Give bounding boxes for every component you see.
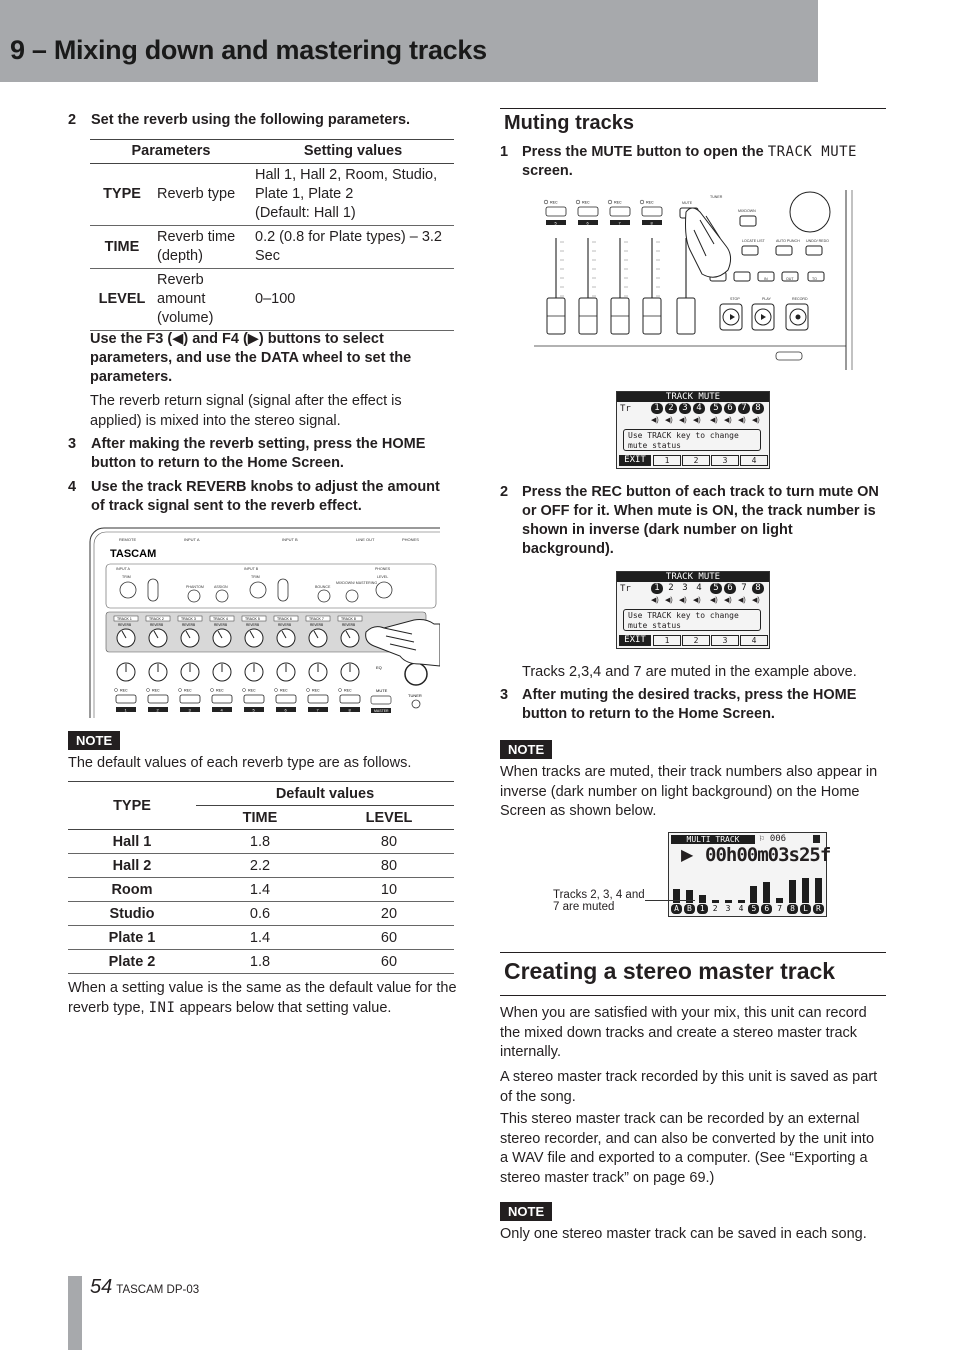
rec-button[interactable] (340, 695, 360, 703)
muting-tracks-heading: Muting tracks (504, 112, 635, 134)
out-label: OUT (786, 277, 794, 281)
rec-label: REC (216, 688, 224, 693)
track-number: 4 (220, 707, 223, 713)
reverb-label: REVERB (214, 623, 228, 627)
level-cell: 20 (324, 902, 454, 926)
rec-led (640, 200, 644, 204)
lcd-page-tab: 3 (711, 455, 739, 466)
muted-example-text: Tracks 2,3,4 and 7 are muted in the example above. (522, 664, 857, 680)
level-bar (802, 878, 809, 903)
lcd-page-tab: 3 (711, 635, 739, 646)
stereo-para-1: When you are satisfied with your mix, this unit can record the mixed down tracks and create a stereo master track internally. (500, 1005, 867, 1060)
lcd-title: TRACK MUTE (617, 392, 769, 402)
stop-label: STOP (730, 297, 740, 301)
rec-button[interactable] (148, 695, 168, 703)
rec-button[interactable] (308, 695, 328, 703)
home-song (759, 834, 786, 844)
rec-button[interactable] (244, 695, 264, 703)
rec-led (115, 689, 118, 692)
product-name: TASCAM DP-03 (116, 1284, 200, 1296)
step-3 (68, 435, 458, 475)
step-number: 2 (500, 484, 509, 500)
lcd-track-number: 6 (724, 583, 736, 594)
track-number: 2 (156, 707, 159, 713)
home-track-number: 8 (787, 904, 798, 914)
param-key: TIME (90, 226, 154, 269)
table-row (90, 226, 454, 269)
lcd-page-tab: 1 (653, 635, 681, 646)
caption-leader-line (645, 900, 695, 901)
lcd-track-number: 5 (710, 583, 722, 594)
rec-led (243, 689, 246, 692)
speaker-icon: ◀) (651, 597, 659, 604)
col-header-level: LEVEL (365, 809, 413, 826)
lcd-page-tab: 4 (740, 635, 768, 646)
footer (90, 1276, 199, 1299)
param-name: Reverb type (154, 164, 252, 226)
lcd-track-number: 3 (679, 403, 691, 414)
lcd-page-tab: 4 (740, 455, 768, 466)
track-label: TRACK 4 (213, 617, 228, 621)
param-name: Reverb time (depth) (154, 226, 252, 269)
speaker-icon: ◀) (738, 597, 746, 604)
rec-label: REC (582, 200, 590, 205)
time-cell: 1.8 (196, 830, 324, 854)
punch-label: AUTO PUNCH (776, 239, 800, 243)
table-header: Parameters (90, 140, 252, 164)
speaker-icon: ◀) (752, 597, 760, 604)
table-header: Setting values (252, 140, 454, 164)
time-cell: 0.6 (196, 902, 324, 926)
home-track-number: 7 (777, 904, 783, 913)
ini-note-text: When a setting value is the same as the default value for the reverb type, (68, 980, 457, 1016)
level-bar (750, 886, 757, 903)
rec-led (576, 200, 580, 204)
track-number: 7 (618, 220, 621, 226)
panel-label: TRIM (251, 575, 260, 579)
track-pan-knobs (117, 663, 359, 681)
mute-step-2 (500, 483, 886, 561)
mute-label: MUTE (376, 688, 388, 693)
ini-code: INI (148, 999, 176, 1016)
speaker-icon: ◀) (679, 597, 687, 604)
page-number: 54 (90, 1276, 113, 1298)
panel-label: PHANTOM (186, 585, 204, 589)
type-cell: Hall 2 (68, 854, 196, 878)
rec-button[interactable] (578, 207, 598, 216)
section-rule (500, 995, 886, 996)
param-value: 0.2 (0.8 for Plate types) – 3.2 Sec (252, 226, 454, 269)
speaker-icon: ◀) (738, 417, 746, 424)
track-label: TRACK 8 (341, 617, 356, 621)
rec-buttons (115, 689, 361, 713)
speaker-icon: ◀) (651, 417, 659, 424)
level-bar (712, 900, 719, 903)
rec-led (179, 689, 182, 692)
lcd-tr-label: Tr (620, 584, 631, 594)
master-label: MASTER (374, 709, 389, 713)
track-number: 5 (554, 220, 557, 226)
home-track-number: 6 (761, 904, 772, 914)
level-cell: 10 (324, 878, 454, 902)
table-row (90, 269, 454, 331)
table-row (68, 950, 454, 974)
track-number: 6 (586, 220, 589, 226)
note-text: When tracks are muted, their track numbers also appear in inverse (dark number on light background) on the Home Screen as shown below. (500, 764, 878, 819)
panel-label: LEVEL (377, 575, 389, 579)
track-label: TRACK 2 (149, 617, 164, 621)
level-bar (776, 898, 783, 903)
track-number: 6 (284, 707, 287, 713)
table-row (90, 164, 454, 226)
reverb-defaults-table (68, 781, 454, 974)
home-track-number: R (813, 904, 824, 914)
tuner-label: TUNER (408, 693, 422, 698)
home-screen-lcd (668, 832, 831, 917)
col-header-type: TYPE (68, 782, 196, 830)
track-number: 5 (252, 707, 255, 713)
reverb-label: REVERB (118, 623, 132, 627)
song-icon: ⚐ (759, 834, 765, 844)
param-key: TYPE (90, 164, 154, 226)
type-cell: Room (68, 878, 196, 902)
param-key: LEVEL (90, 269, 154, 331)
step-text: After making the reverb setting, press the HOME button to return to the Home Screen. (91, 436, 426, 471)
section-rule (500, 108, 886, 109)
panel-label: INPUT B (282, 537, 298, 542)
lcd-track-number: 6 (724, 403, 736, 414)
track-number: 7 (316, 707, 319, 713)
panel-label: REMOTE (119, 537, 137, 542)
reverb-parameters-table (90, 139, 454, 331)
ini-note (68, 979, 458, 1018)
level-bar (763, 882, 770, 903)
level-bar (686, 890, 693, 903)
rec-label: REC (280, 688, 288, 693)
home-track-number: B (684, 904, 695, 914)
param-value: Hall 1, Hall 2, Room, Studio, Plate 1, Plate 2 (Default: Hall 1) (252, 164, 454, 226)
to-label: TO (812, 277, 817, 281)
reverb-label: REVERB (182, 623, 196, 627)
rec-led (211, 689, 214, 692)
speaker-icon: ◀) (693, 417, 701, 424)
mute-label: MUTE (682, 201, 693, 205)
rec-led (339, 689, 342, 692)
chapter-header (0, 0, 818, 82)
chapter-title: 9 – Mixing down and mastering tracks (10, 35, 487, 65)
type-cell: Plate 2 (68, 950, 196, 974)
level-bar (699, 895, 706, 903)
record-label: RECORD (792, 297, 808, 301)
hand-icon (366, 620, 440, 667)
step-number: 1 (500, 144, 509, 160)
panel-label: INPUT A (184, 537, 200, 542)
time-counter: 00h00m03s25f (705, 844, 831, 866)
panel-label: INPUT A (116, 567, 130, 571)
rec-led (275, 689, 278, 692)
card-icon (813, 835, 820, 843)
rec-label: REC (312, 688, 320, 693)
track-label: TRACK 3 (181, 617, 196, 621)
table-row (68, 830, 454, 854)
screen-code: TRACK MUTE (767, 144, 857, 160)
speaker-icon: ◀) (665, 597, 673, 604)
rec-button[interactable] (546, 207, 566, 216)
step-text: screen. (522, 163, 573, 179)
lcd-track-number: 8 (752, 403, 764, 414)
time-cell: 1.4 (196, 926, 324, 950)
home-caption: Tracks 2, 3, 4 and 7 are muted (553, 889, 645, 913)
speaker-icon: ◀) (724, 597, 732, 604)
rec-label: REC (184, 688, 192, 693)
lcd-track-number: 7 (738, 403, 750, 414)
play-icon: ▶ (681, 847, 694, 864)
lcd-track-number: 5 (710, 403, 722, 414)
play-label: PLAY (762, 297, 771, 301)
reverb-label: REVERB (278, 623, 292, 627)
home-track-number: 5 (748, 904, 759, 914)
section-rule (500, 952, 886, 953)
lcd-track-number: 8 (752, 583, 764, 594)
lcd-track-number: 2 (665, 403, 677, 414)
rec-led (147, 689, 150, 692)
mute-step-3 (500, 686, 886, 726)
level-bar (789, 880, 796, 903)
speaker-icon: ◀) (710, 597, 718, 604)
panel-label: INPUT B (244, 567, 259, 571)
lcd-track-number: 4 (693, 403, 705, 414)
speaker-icon: ◀) (752, 417, 760, 424)
panel2-drawing (530, 190, 854, 372)
rec-button[interactable] (116, 695, 136, 703)
stereo-para-3: This stereo master track can be recorded by an external stereo recorder, and can also be converted by the unit into a WAV file and exported to a computer. (See “Exporting a stereo master track” on page 69.) (500, 1111, 875, 1186)
note-badge: NOTE (500, 1202, 552, 1221)
rec-button[interactable] (180, 695, 200, 703)
track-mute-screen-1 (616, 391, 770, 469)
brand-logo: TASCAM (110, 548, 157, 560)
tuner-label: TUNER (710, 195, 723, 199)
f3-f4-instruction: Use the F3 (◀) and F4 (▶) buttons to select parameters, and use the DATA wheel to set the parameters. (90, 331, 412, 385)
home-track-number: 3 (725, 904, 731, 913)
panel-label: PHONES (375, 567, 391, 571)
reverb-label: REVERB (150, 623, 164, 627)
rec-led (608, 200, 612, 204)
level-cell: 80 (324, 830, 454, 854)
step-number: 3 (68, 436, 77, 452)
panel-label: ASSIGN (214, 585, 228, 589)
track-number: 3 (188, 707, 191, 713)
lcd-page-tab: 2 (682, 455, 710, 466)
reverb-label: REVERB (342, 623, 356, 627)
level-bar (725, 900, 732, 903)
home-track-number: 1 (697, 904, 708, 914)
speaker-icon: ◀) (679, 417, 687, 424)
track-number: 8 (650, 220, 653, 226)
lcd-title: TRACK MUTE (617, 572, 769, 582)
rec-button[interactable] (276, 695, 296, 703)
speaker-icon: ◀) (665, 417, 673, 424)
type-cell: Plate 1 (68, 926, 196, 950)
rec-label: REC (550, 200, 558, 205)
home-title: MULTI TRACK (671, 835, 755, 844)
panel-label: LINE OUT (356, 537, 375, 542)
param-name: Reverb amount (volume) (154, 269, 252, 331)
lcd-page-tab: 1 (653, 455, 681, 466)
speaker-icon: ◀) (693, 597, 701, 604)
panel-label: TRIM (122, 575, 131, 579)
rec-button[interactable] (610, 207, 630, 216)
rec-label: REC (248, 688, 256, 693)
type-cell: Hall 1 (68, 830, 196, 854)
in-label: IN (764, 277, 768, 281)
panel-label: PHONES (402, 537, 419, 542)
track-label: TRACK 1 (117, 617, 132, 621)
table-row (68, 926, 454, 950)
track-label: TRACK 5 (245, 617, 260, 621)
step-text: Press the MUTE button to open the (522, 144, 764, 160)
track-number: 8 (348, 707, 351, 713)
reverb-knobs-panel-illustration (84, 524, 440, 718)
lcd-track-number: 7 (741, 583, 747, 593)
table-row (68, 878, 454, 902)
time-cell: 1.8 (196, 950, 324, 974)
rec-label: REC (152, 688, 160, 693)
rec-label: REC (614, 200, 622, 205)
home-track-number: 4 (738, 904, 744, 913)
note-badge: NOTE (500, 740, 552, 759)
table-row (68, 854, 454, 878)
rec-label: REC (120, 688, 128, 693)
time-cell: 1.4 (196, 878, 324, 902)
lcd-exit: EXIT (619, 635, 651, 646)
type-cell: Studio (68, 902, 196, 926)
col-header-time: TIME (242, 809, 278, 826)
time-cell: 2.2 (196, 854, 324, 878)
home-track-number: 2 (712, 904, 718, 913)
lcd-exit: EXIT (619, 455, 651, 466)
rec-led (307, 689, 310, 692)
reverb-label: REVERB (310, 623, 324, 627)
level-bar (815, 878, 822, 903)
panel-drawing (84, 524, 440, 718)
home-track-number: L (800, 904, 811, 914)
track-label: TRACK 7 (309, 617, 324, 621)
mixdown-label: MIXDOWN (738, 209, 756, 213)
track-number: 1 (124, 707, 127, 713)
lcd-track-number: 1 (651, 403, 663, 414)
mute-step-1 (500, 143, 886, 183)
song-number: 006 (769, 834, 787, 844)
eq-label: EQ (376, 665, 382, 670)
rec-label: REC (646, 200, 654, 205)
step-number: 3 (500, 687, 509, 703)
step-number: 2 (68, 112, 77, 128)
reverb-label: REVERB (246, 623, 260, 627)
channel-strips (544, 200, 695, 334)
level-bar (738, 900, 745, 903)
note-text: Only one stereo master track can be saved in each song. (500, 1226, 867, 1242)
note-badge: NOTE (68, 731, 120, 750)
rec-button[interactable] (642, 207, 662, 216)
home-track-row (669, 904, 826, 915)
param-value: 0–100 (252, 269, 454, 331)
level-cell: 60 (324, 926, 454, 950)
rec-button[interactable] (212, 695, 232, 703)
return-signal-text: The reverb return signal (signal after the effect is applied) is mixed into the stereo signal. (90, 393, 402, 429)
lcd-track-number: 3 (682, 583, 688, 593)
rec-led (544, 200, 548, 204)
undo-label: UNDO/ REDO (806, 239, 829, 243)
lcd-track-number: 4 (696, 583, 702, 593)
locate-label: LOCATE LIST (742, 239, 765, 243)
table-row (68, 902, 454, 926)
stereo-para-2: A stereo master track recorded by this unit is saved as part of the song. (500, 1069, 878, 1105)
step-2 (68, 111, 458, 131)
note-text: The default values of each reverb type are as follows. (68, 755, 412, 771)
master-fader-knob[interactable] (677, 298, 695, 334)
stereo-master-heading: Creating a stereo master track (504, 958, 836, 984)
speaker-icon: ◀) (724, 417, 732, 424)
step-text: Set the reverb using the following parameters. (91, 112, 411, 128)
lcd-tr-label: Tr (620, 404, 631, 414)
panel-label: MIXDOWN/ MASTERING (336, 581, 378, 585)
track-label: TRACK 6 (277, 617, 292, 621)
mute-button-panel-illustration (530, 190, 854, 372)
panel-label: BOUNCE (315, 585, 331, 589)
col-header-defaults: Default values (196, 782, 454, 806)
footer-bar (68, 1276, 82, 1350)
ini-note-text: appears below that setting value. (179, 999, 392, 1016)
lcd-message: Use TRACK key to change mute status (623, 609, 761, 631)
step-text: Use the track REVERB knobs to adjust the amount of track signal sent to the reverb effect. (91, 479, 440, 514)
step-text: Press the REC button of each track to turn mute ON or OFF for it. When mute is ON, the track number is shown in inverse (dark number on light background). (522, 484, 879, 557)
speaker-icon: ◀) (710, 417, 718, 424)
hand-pointer-icon (686, 208, 731, 277)
track-mute-screen-2 (616, 571, 770, 649)
lcd-track-number: 1 (651, 583, 663, 594)
lcd-message: Use TRACK key to change mute status (623, 429, 761, 451)
step-number: 4 (68, 479, 77, 495)
rec-label: REC (344, 688, 352, 693)
home-track-number: A (671, 904, 682, 914)
level-cell: 80 (324, 854, 454, 878)
step-text: After muting the desired tracks, press the HOME button to return to the Home Screen. (522, 687, 857, 722)
step-4 (68, 478, 458, 518)
lcd-page-tab: 2 (682, 635, 710, 646)
level-cell: 60 (324, 950, 454, 974)
lcd-track-number: 2 (668, 583, 674, 593)
